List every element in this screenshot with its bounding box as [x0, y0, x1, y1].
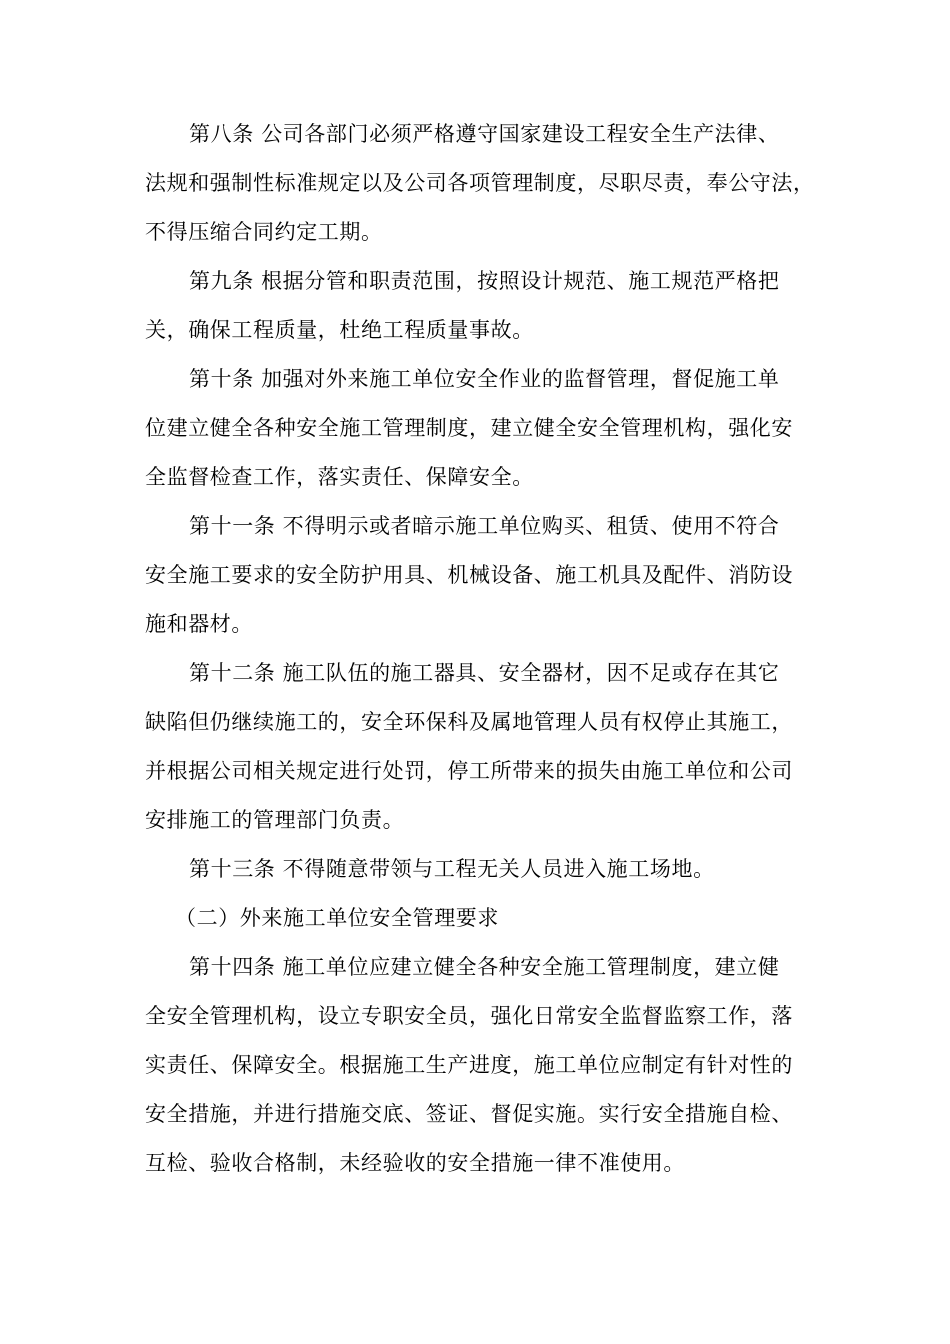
document-body — [145, 110, 815, 1188]
paragraph-line: 全监督检查工作，落实责任、保障安全。 — [145, 465, 534, 489]
article-9 — [145, 257, 807, 355]
section-heading: （二）外来施工单位安全管理要求 — [175, 906, 499, 930]
article-10 — [145, 355, 807, 502]
paragraph-line: 施和器材。 — [145, 612, 253, 636]
paragraph-line: 并根据公司相关规定进行处罚，停工所带来的损失由施工单位和公司 — [145, 759, 793, 783]
paragraph-line: 安全施工要求的安全防护用具、机械设备、施工机具及配件、消防设 — [145, 563, 793, 587]
paragraph-line: 第十二条 施工队伍的施工器具、安全器材，因不足或存在其它 — [189, 661, 780, 685]
paragraph-line: 第十条 加强对外来施工单位安全作业的监督管理，督促施工单 — [189, 367, 780, 391]
paragraph-line: 第九条 根据分管和职责范围，按照设计规范、施工规范严格把 — [189, 269, 780, 293]
paragraph-line: 法规和强制性标准规定以及公司各项管理制度，尽职尽责，奉公守法， — [145, 171, 815, 195]
article-8 — [145, 110, 815, 257]
paragraph-line: 位建立健全各种安全施工管理制度，建立健全安全管理机构，强化安 — [145, 416, 793, 440]
paragraph-line: 第十三条 不得随意带领与工程无关人员进入施工场地。 — [189, 857, 715, 881]
paragraph-line: 不得压缩合同约定工期。 — [145, 220, 383, 244]
paragraph-line: 安排施工的管理部门负责。 — [145, 808, 405, 832]
article-12 — [145, 649, 807, 845]
paragraph-line: 缺陷但仍继续施工的，安全环保科及属地管理人员有权停止其施工， — [145, 710, 793, 734]
paragraph-line: 关，确保工程质量，杜绝工程质量事故。 — [145, 318, 534, 342]
article-14 — [145, 943, 807, 1188]
paragraph-line: 全安全管理机构，设立专职安全员，强化日常安全监督监察工作，落 — [145, 1004, 793, 1028]
paragraph-line: 第八条 公司各部门必须严格遵守国家建设工程安全生产法律、 — [189, 122, 780, 146]
paragraph-line: 互检、验收合格制，未经验收的安全措施一律不准使用。 — [145, 1151, 685, 1175]
paragraph-line: 第十一条 不得明示或者暗示施工单位购买、租赁、使用不符合 — [189, 514, 780, 538]
paragraph-line: 实责任、保障安全。根据施工生产进度，施工单位应制定有针对性的 — [145, 1053, 793, 1077]
article-11 — [145, 502, 807, 649]
paragraph-line: 安全措施，并进行措施交底、签证、督促实施。实行安全措施自检、 — [145, 1102, 793, 1126]
article-13 — [145, 845, 807, 894]
paragraph-line: 第十四条 施工单位应建立健全各种安全施工管理制度，建立健 — [189, 955, 780, 979]
